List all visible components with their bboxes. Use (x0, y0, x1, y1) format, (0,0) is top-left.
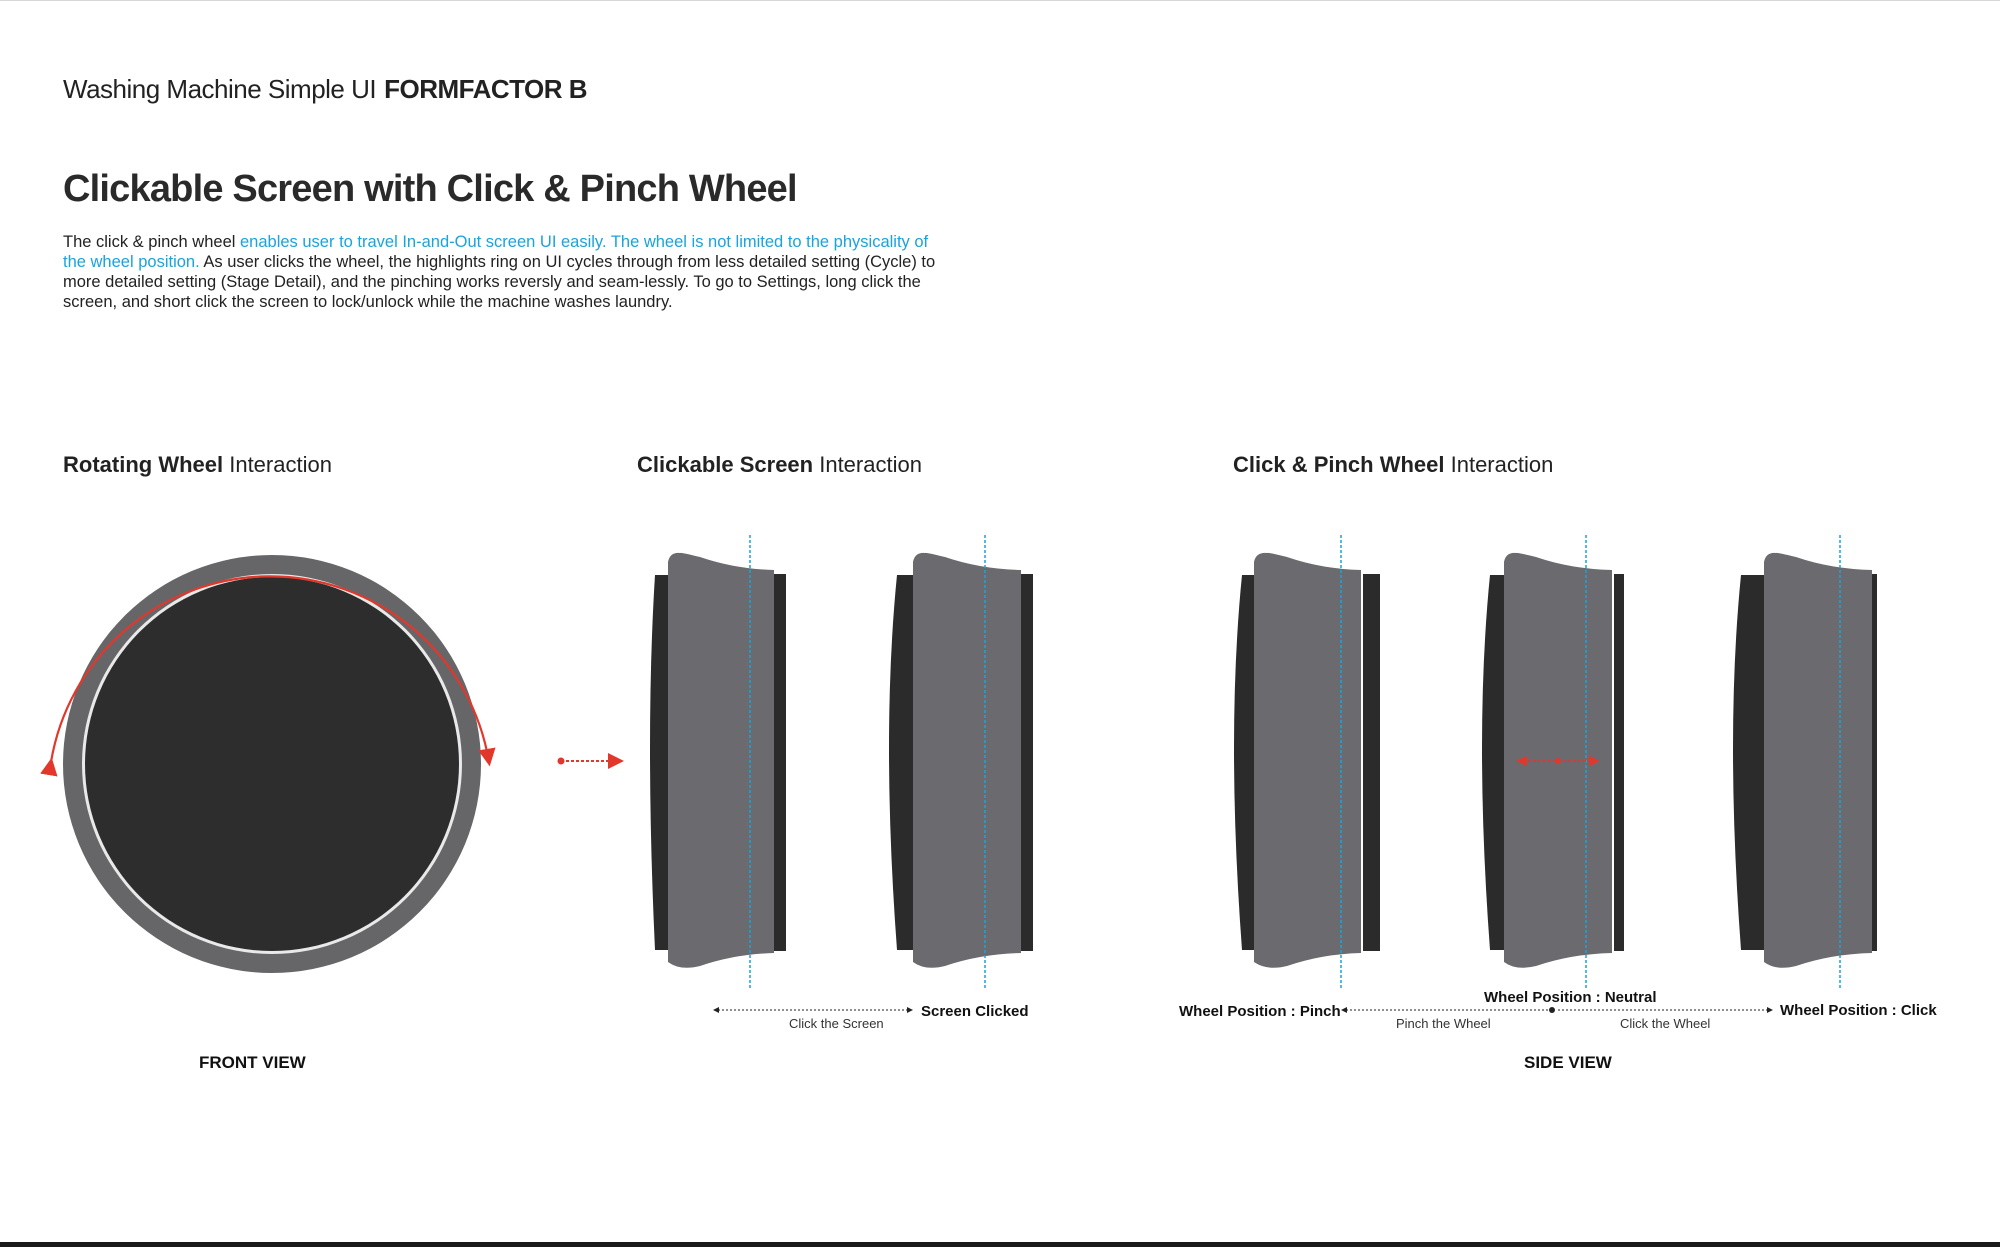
screen-clicked-label: Screen Clicked (921, 1003, 1029, 1020)
page-title: Clickable Screen with Click & Pinch Wheel (63, 168, 797, 210)
click-the-screen-label: Click the Screen (789, 1016, 884, 1031)
wheel-position-neutral-label: Wheel Position : Neutral (1484, 989, 1657, 1006)
back-frame (1614, 574, 1624, 951)
back-frame (1363, 574, 1380, 951)
front-view-wheel (51, 555, 489, 973)
header-app-name: Washing Machine Simple UI (63, 74, 377, 104)
screen-click-arrow (558, 758, 621, 765)
screen-frame (1494, 575, 1504, 950)
front-view-label: FRONT VIEW (199, 1053, 306, 1072)
click-the-wheel-label: Click the Wheel (1620, 1016, 1711, 1031)
description-highlight: enables user to travel In-and-Out screen UI easily. The wheel is not limited to the physicality of the wheel position. (63, 233, 929, 271)
back-frame (1872, 574, 1877, 951)
bottom-bar (0, 1242, 2000, 1247)
wheel-body (1254, 553, 1361, 968)
description-text-1: The click & pinch wheel (63, 233, 240, 251)
section-title-bold: Clickable Screen (637, 452, 814, 477)
wheel-position-click-label: Wheel Position : Click (1780, 1002, 1937, 1019)
neutral-dot (1555, 758, 1561, 764)
side-view-label: SIDE VIEW (1524, 1053, 1612, 1072)
back-frame (1021, 574, 1033, 951)
neutral-position-dot (1549, 1007, 1555, 1013)
section-title-normal: Interaction (223, 452, 332, 477)
side-unit-screen-clicked (889, 535, 1033, 988)
screen-frame (1246, 575, 1254, 950)
section-title-bold: Click & Pinch Wheel (1233, 452, 1445, 477)
screen-frame (1745, 575, 1764, 950)
screen-frame (660, 575, 668, 950)
description-text-2: As user clicks the wheel, the highlights ring on UI cycles through from less detailed setting (Cycle) to more detailed setting (Stage Detail), and the pinching works reversly and seam-lessly. To go to Settings, long click the screen, and short click the screen to lock/unlock while the machine washes laundry. (63, 253, 936, 311)
side-unit-wheel-pinch (1234, 535, 1380, 988)
back-frame (774, 574, 786, 951)
wheel-position-pinch-label: Wheel Position : Pinch (1179, 1003, 1341, 1020)
header-formfactor: FORMFACTOR B (384, 74, 588, 104)
pinch-the-wheel-label: Pinch the Wheel (1396, 1016, 1491, 1031)
side-unit-wheel-click (1733, 535, 1877, 988)
wheel-face (85, 577, 459, 951)
section-title-bold: Rotating Wheel (63, 452, 224, 477)
wheel-body (1764, 553, 1872, 968)
screen-frame (901, 575, 913, 950)
wheel-body (913, 553, 1021, 968)
wheel-body (668, 553, 774, 968)
side-unit-wheel-neutral (1482, 535, 1624, 988)
section-title-normal: Interaction (1444, 452, 1554, 477)
arrow-origin-dot (558, 758, 565, 765)
side-unit-screen-normal (650, 535, 786, 988)
section-title-normal: Interaction (813, 452, 922, 477)
